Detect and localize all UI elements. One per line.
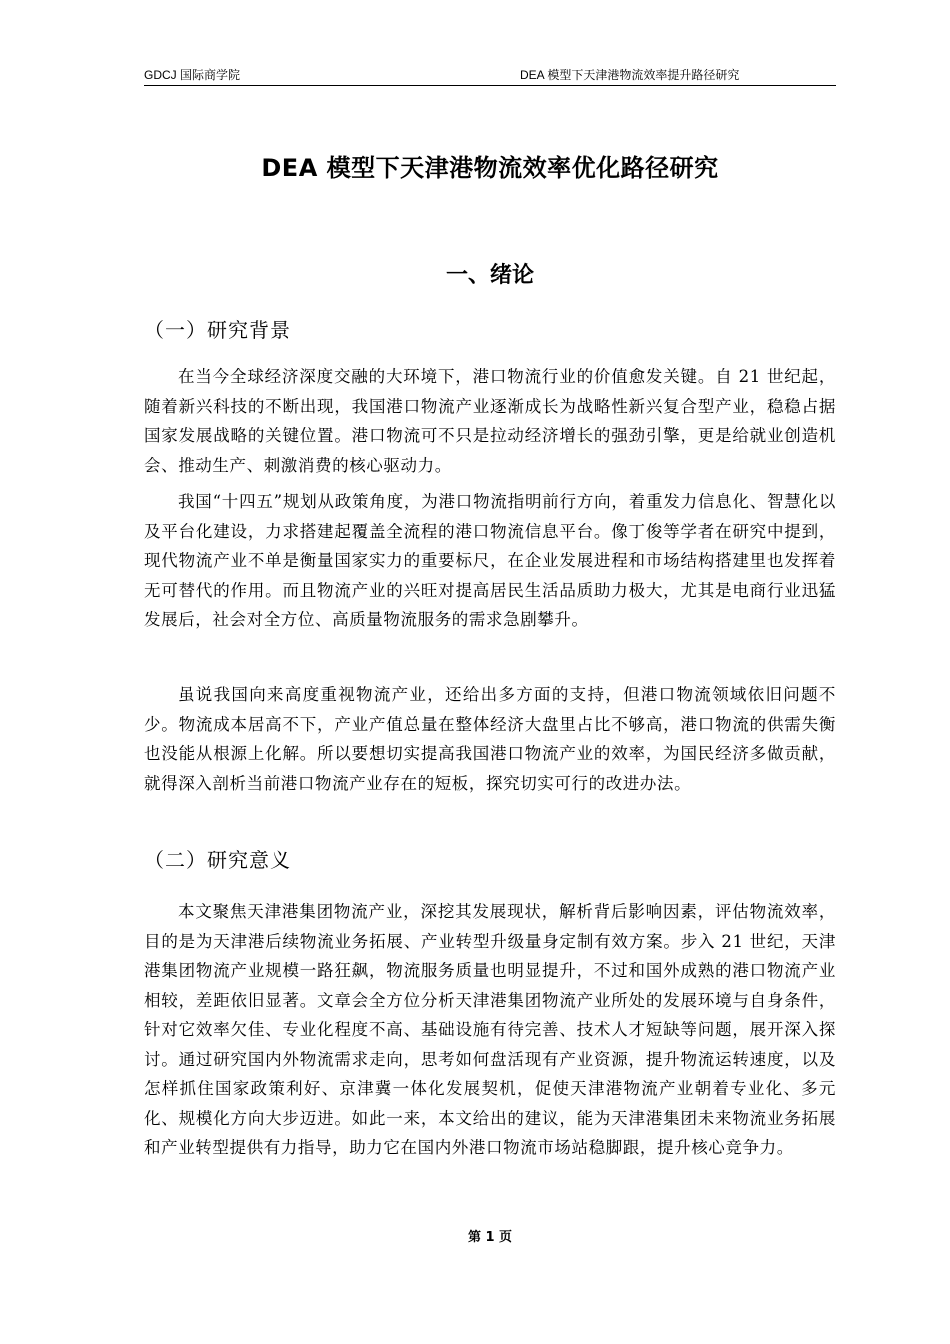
subsection-heading-significance: （二）研究意义 [144,848,291,872]
paragraph-background-1: 在当今全球经济深度交融的大环境下，港口物流行业的价值愈发关键。自 21 世纪起，随着新兴科技的不断出现，我国港口物流产业逐渐成长为战略性新兴复合型产业，稳稳占据国家发展战略的关键位置。港口物流可不只是拉动经济增长的强劲引擎，更是给就业创造机会、推动生产、刺激消费的核心驱动力。 [144,367,836,475]
subsection-heading-background: （一）研究背景 [144,318,291,342]
paragraph-background-2: 我国“十四五”规划从政策角度，为港口物流指明前行方向，着重发力信息化、智慧化以及平台化建设，力求搭建起覆盖全流程的港口物流信息平台。像丁俊等学者在研究中提到，现代物流产业不单是衡量国家实力的重要标尺，在企业发展进程和市场结构搭建里也发挥着无可替代的作用。而且物流产业的兴旺对提高居民生活品质助力极大，尤其是电商行业迅猛发展后，社会对全方位、高质量物流服务的需求急剧攀升。 [144,492,836,629]
header-institution: GDCJ 国际商学院 [144,68,241,82]
header-paper-title: DEA 模型下天津港物流效率提升路径研究 [520,68,740,82]
document-title: DEA 模型下天津港物流效率优化路径研究 [261,154,719,182]
section-heading-introduction: 一、绪论 [445,263,534,288]
running-header [144,66,836,86]
paragraph-significance-1: 本文聚焦天津港集团物流产业，深挖其发展现状，解析背后影响因素，评估物流效率，目的是为天津港后续物流业务拓展、产业转型升级量身定制有效方案。步入 21 世纪，天津港集团物流产业规模一路狂飙，物流服务质量也明显提升，不过和国外成熟的港口物流产业相较，差距依旧显著。文章会全方位分析天津港集团物流产业所处的发展环境与自身条件，针对它效率欠佳、专业化程度不高、基础设施有待完善、技术人才短缺等问题，展开深入探讨。通过研究国内外物流需求走向，思考如何盘活现有产业资源，提升物流运转速度，以及怎样抓住国家政策利好、京津冀一体化发展契机，促使天津港物流产业朝着专业化、多元化、规模化方向大步迈进。如此一来，本文给出的建议，能为天津港集团未来物流业务拓展和产业转型提供有力指导，助力它在国内外港口物流市场站稳脚跟，提升核心竞争力。 [144,902,836,1157]
page-number: 第 1 页 [467,1230,513,1245]
paragraph-background-3: 虽说我国向来高度重视物流产业，还给出多方面的支持，但港口物流领域依旧问题不少。物流成本居高不下，产业产值总量在整体经济大盘里占比不够高，港口物流的供需失衡也没能从根源上化解。所以要想切实提高我国港口物流产业的效率，为国民经济多做贡献，就得深入剖析当前港口物流产业存在的短板，探究切实可行的改进办法。 [144,685,836,793]
